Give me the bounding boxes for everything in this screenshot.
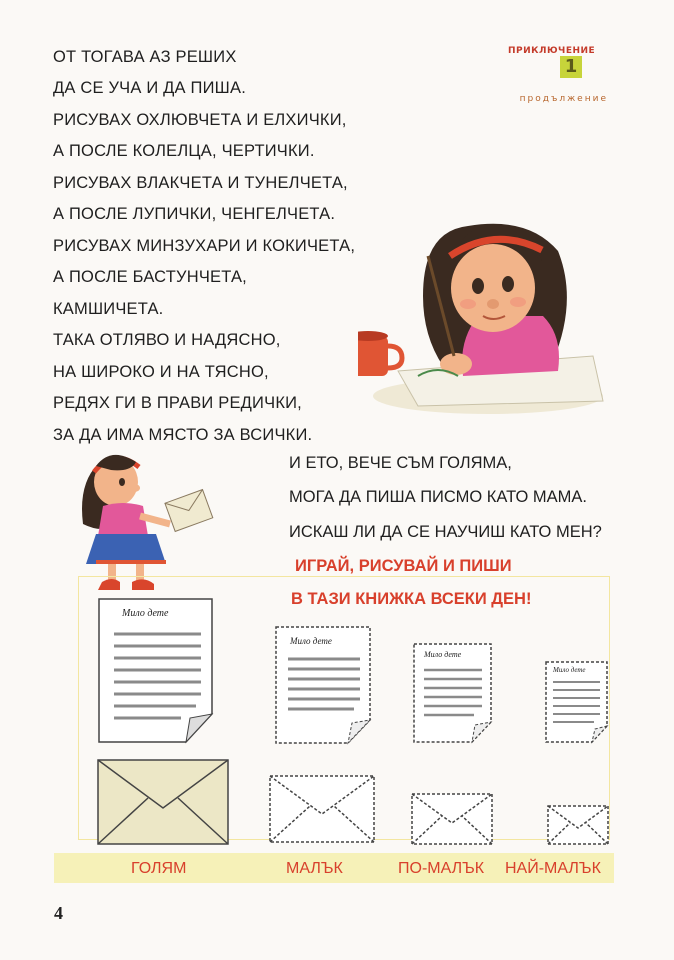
- envelope-small: [268, 774, 376, 844]
- size-label-small: МАЛЪК: [286, 860, 343, 877]
- size-label-smaller: ПО-МАЛЪК: [398, 860, 485, 877]
- poem-line: РИСУВАХ ВЛАКЧЕТА И ТУНЕЛЧЕТА,: [53, 174, 348, 192]
- poem-line: РИСУВАХ МИНЗУХАРИ И КОКИЧЕТА,: [53, 237, 356, 255]
- poem-line: ТАКА ОТЛЯВО И НАДЯСНО,: [53, 331, 281, 349]
- poem-line: И ЕТО, ВЕЧЕ СЪМ ГОЛЯМА,: [289, 454, 512, 472]
- poem-line: А ПОСЛЕ КОЛЕЛЦА, ЧЕРТИЧКИ.: [53, 142, 315, 160]
- poem-line: РИСУВАХ ОХЛЮВЧЕТА И ЕЛХИЧКИ,: [53, 111, 347, 129]
- poem-line: МОГА ДА ПИША ПИСМО КАТО МАМА.: [289, 488, 587, 506]
- call-to-action-line: ИГРАЙ, РИСУВАЙ И ПИШИ: [295, 557, 512, 575]
- envelope-smallest: [546, 804, 610, 846]
- chapter-title: ПРИКЛЮЧЕНИЕ: [508, 46, 596, 56]
- page-number: 4: [54, 903, 63, 923]
- poem-line: НА ШИРОКО И НА ТЯСНО,: [53, 363, 269, 381]
- call-to-action-line: В ТАЗИ КНИЖКА ВСЕКИ ДЕН!: [291, 590, 532, 608]
- poem-line: А ПОСЛЕ БАСТУНЧЕТА,: [53, 268, 247, 286]
- size-label-smallest: НАЙ-МАЛЪК: [505, 860, 601, 877]
- envelope-large: [96, 758, 230, 846]
- chapter-badge: [508, 46, 608, 104]
- size-label-large: ГОЛЯМ: [131, 860, 187, 877]
- sheet-heading: Мило дете: [424, 650, 462, 659]
- poem-line: РЕДЯХ ГИ В ПРАВИ РЕДИЧКИ,: [53, 394, 302, 412]
- poem-line: ЗА ДА ИМА МЯСТО ЗА ВСИЧКИ.: [53, 426, 313, 444]
- sheet-heading: Мило дете: [553, 666, 586, 674]
- chapter-subtitle: продължение: [519, 94, 608, 104]
- sheet-heading: Мило дете: [290, 636, 332, 646]
- poem-line: ИСКАШ ЛИ ДА СЕ НАУЧИШ КАТО МЕН?: [289, 523, 602, 541]
- poem-line: А ПОСЛЕ ЛУПИЧКИ, ЧЕНГЕЛЧЕТА.: [53, 205, 336, 223]
- envelope-smaller: [410, 792, 494, 846]
- chapter-number: 1: [560, 56, 582, 78]
- poem-line: КАМШИЧЕТА.: [53, 300, 164, 318]
- poem-line: ОТ ТОГАВА АЗ РЕШИХ: [53, 48, 237, 66]
- sheet-heading: Мило дете: [122, 608, 169, 619]
- girl-writing-illustration: [358, 196, 608, 426]
- poem-line: ДА СЕ УЧА И ДА ПИША.: [53, 79, 246, 97]
